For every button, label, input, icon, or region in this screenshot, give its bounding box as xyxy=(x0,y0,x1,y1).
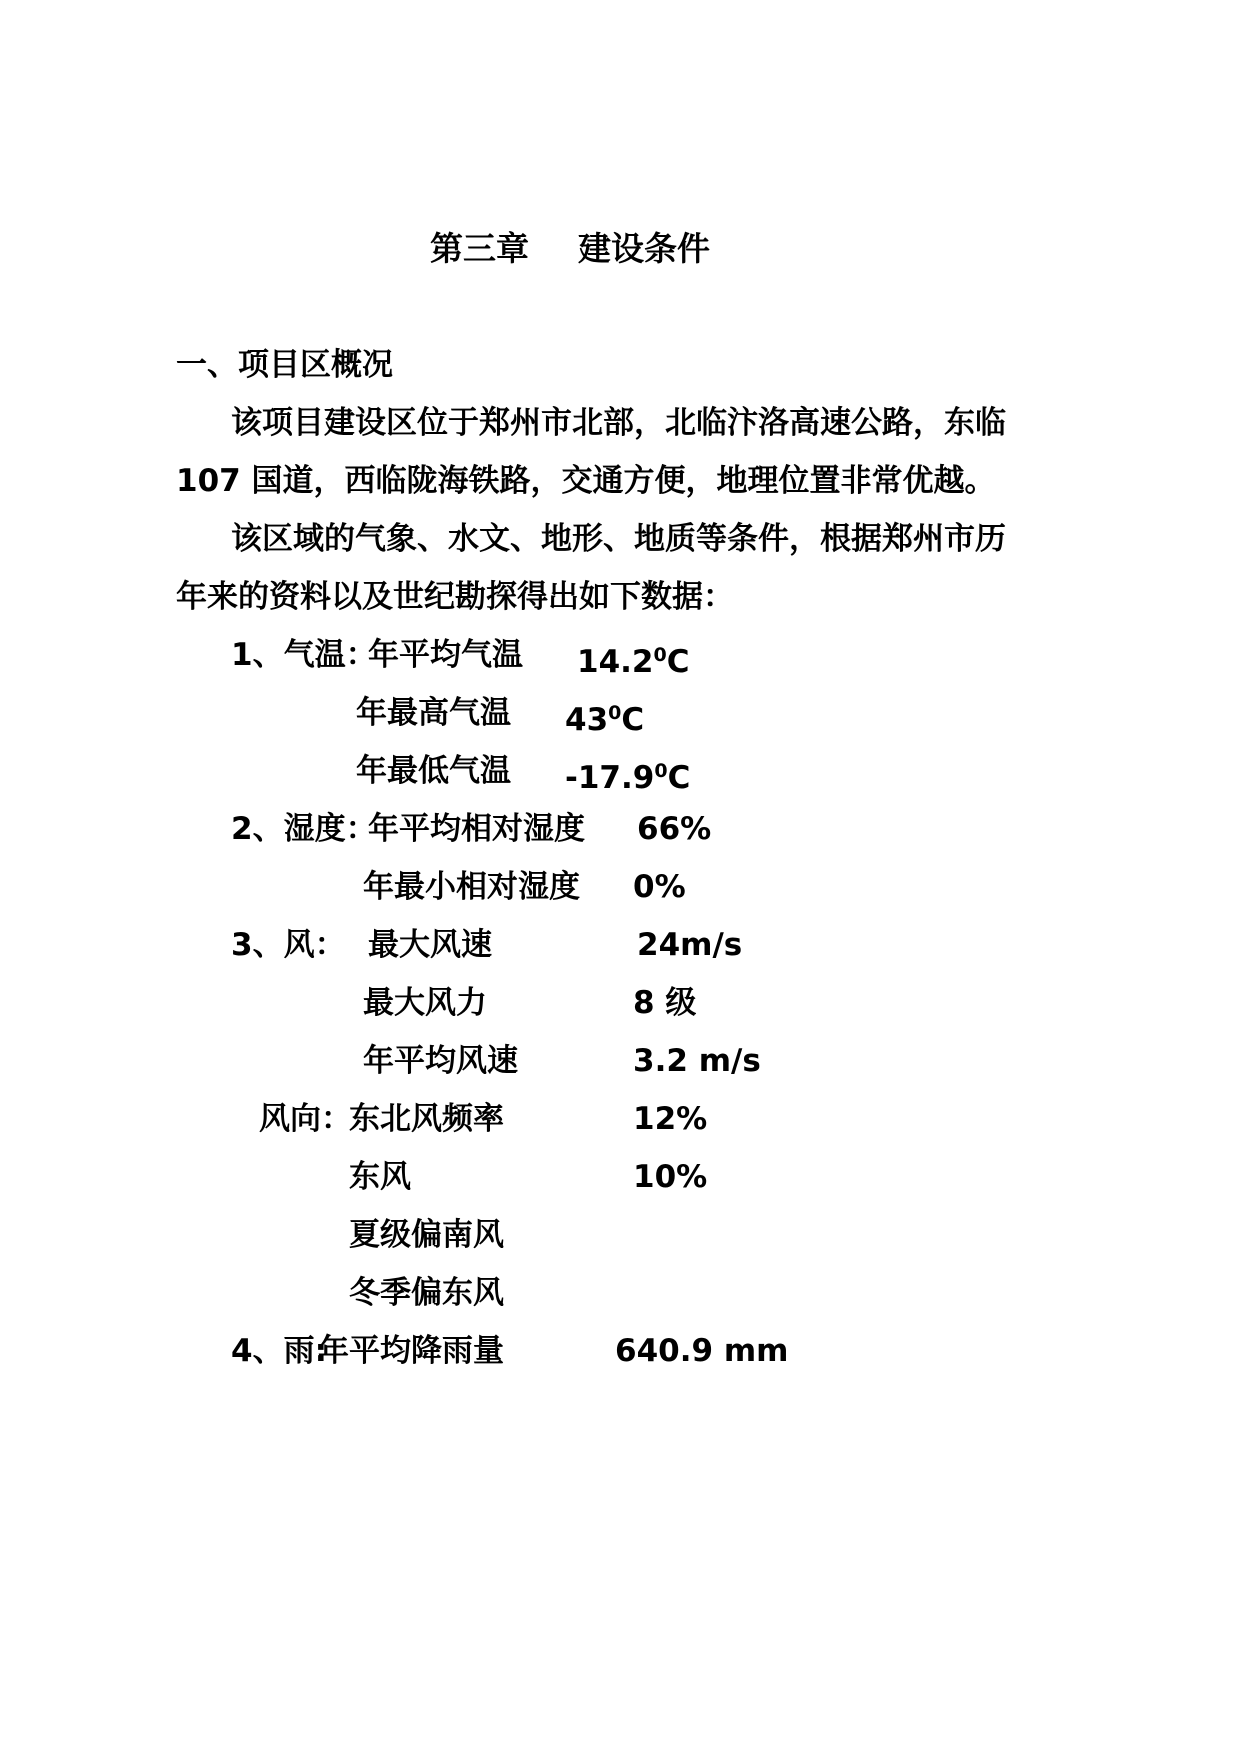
wind-label: 3、风： xyxy=(231,927,346,963)
wind-direction-name: 东北风频率 xyxy=(349,1101,504,1137)
humidity-name: 年最小相对湿度 xyxy=(363,869,580,905)
paragraph-2-line-2: 年来的资料以及世纪勘探得出如下数据： xyxy=(176,579,734,615)
chapter-title: 建设条件 xyxy=(578,229,710,268)
temperature-name: 年最低气温 xyxy=(356,753,511,789)
wind-direction-value: 12% xyxy=(633,1101,708,1137)
temperature-value: -17.9$^0$C xyxy=(565,760,691,796)
wind-name: 最大风速 xyxy=(368,927,492,963)
wind-value: 3.2 m/s xyxy=(633,1043,761,1079)
section-heading: 一、项目区概况 xyxy=(176,347,393,383)
humidity-label: 2、湿度： xyxy=(231,811,377,847)
humidity-value: 66% xyxy=(637,811,712,847)
wind-direction-value: 10% xyxy=(633,1159,708,1195)
rain-name: 年平均降雨量 xyxy=(318,1333,504,1369)
wind-name: 最大风力 xyxy=(363,985,487,1021)
temperature-value: $43^0C$ xyxy=(565,702,645,738)
paragraph-2-line-1: 该区域的气象、水文、地形、地质等条件，根据郑州市历 xyxy=(231,521,1006,557)
rain-label: 4、雨: xyxy=(231,1333,327,1369)
wind-name: 年平均风速 xyxy=(363,1043,518,1079)
paragraph-1-line-1: 该项目建设区位于郑州市北部，北临汴洛高速公路，东临 xyxy=(231,405,1006,441)
paragraph-1-line-2: 107 国道，西临陇海铁路，交通方便，地理位置非常优越。 xyxy=(176,463,996,499)
temperature-name: 年最高气温 xyxy=(356,695,511,731)
wind-direction-label: 风向： xyxy=(259,1101,352,1137)
humidity-name: 年平均相对湿度 xyxy=(368,811,585,847)
degree-mark: 0 xyxy=(653,644,667,666)
temperature-name: 年平均气温 xyxy=(368,637,523,673)
humidity-value: 0% xyxy=(633,869,686,905)
temperature-label: 1、气温： xyxy=(231,637,377,673)
chapter-number: 第三章 xyxy=(430,229,529,268)
wind-value: 24m/s xyxy=(637,927,743,963)
wind-direction-name: 夏级偏南风 xyxy=(349,1217,504,1253)
temperature-value: 14.2$^0$C xyxy=(577,644,690,680)
rain-value: 640.9 mm xyxy=(615,1333,789,1369)
degree-mark: 0 xyxy=(654,760,668,782)
wind-direction-name: 东风 xyxy=(349,1159,411,1195)
wind-value: 8 级 xyxy=(633,985,697,1021)
degree-mark: 0 xyxy=(608,702,622,724)
wind-direction-name: 冬季偏东风 xyxy=(349,1275,504,1311)
